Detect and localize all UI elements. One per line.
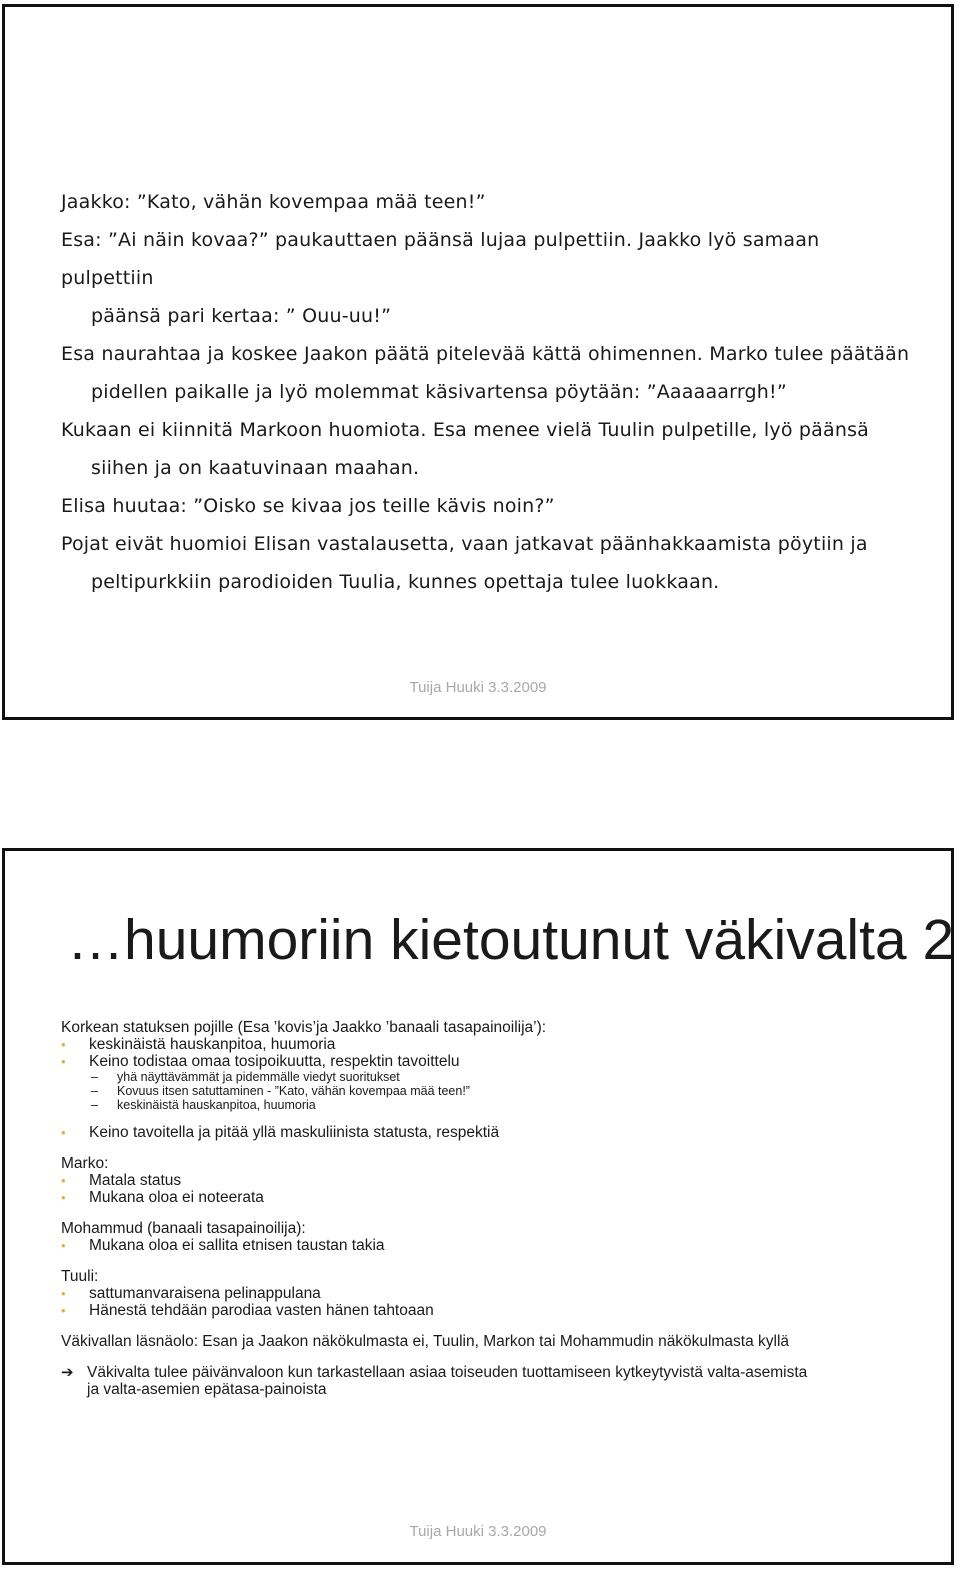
bullet-item: • sattumanvaraisena pelinappulana bbox=[61, 1285, 911, 1302]
line-text: Jaakko: ”Kato, vähän kovempaa mää teen!” bbox=[61, 191, 486, 213]
dialogue-line bbox=[61, 221, 911, 335]
conclusion-line: ja valta-asemien epätasa-painoista bbox=[87, 1381, 327, 1398]
dialogue-text bbox=[61, 183, 911, 601]
line-continuation: peltipurkkiin parodioiden Tuulia, kunnes opettaja tulee luokkaan. bbox=[91, 571, 720, 593]
line-continuation: pidellen paikalle ja lyö molemmat käsivartensa pöytään: ”Aaaaaarrgh!” bbox=[91, 381, 787, 403]
slide-body bbox=[61, 1019, 911, 1398]
line-text: Elisa huutaa: ”Oisko se kivaa jos teille kävis noin?” bbox=[61, 495, 555, 517]
dialogue-line bbox=[61, 487, 911, 525]
section-heading-mohammud: Mohammud (banaali tasapainoilija): bbox=[61, 1220, 306, 1237]
bullet-item: • Keino todistaa omaa tosipoikuutta, respektin tavoittelu bbox=[61, 1053, 911, 1070]
conclusion bbox=[61, 1364, 911, 1398]
dialogue-line bbox=[61, 411, 911, 487]
line-continuation: siihen ja on kaatuvinaan maahan. bbox=[91, 457, 420, 479]
dialogue-line bbox=[61, 525, 911, 601]
bullet-item: • Hänestä tehdään parodiaa vasten hänen tahtoaan bbox=[61, 1302, 911, 1319]
intro-text: Korkean statuksen pojille (Esa ’kovis’ja Jaakko ’banaali tasapainoilija’): bbox=[61, 1019, 547, 1036]
bullet-item: • keskinäistä hauskanpitoa, huumoria bbox=[61, 1036, 911, 1053]
sub-item: – Kovuus itsen satuttaminen - ”Kato, vähän kovempaa mää teen!” bbox=[61, 1084, 911, 1098]
line-text: Pojat eivät huomioi Elisan vastalausetta, vaan jatkavat päänhakkaamista pöytiin ja bbox=[61, 533, 868, 555]
section-heading-tuuli: Tuuli: bbox=[61, 1268, 99, 1285]
section-heading-marko: Marko: bbox=[61, 1155, 109, 1172]
slide-footer: Tuija Huuki 3.3.2009 bbox=[409, 1523, 547, 1540]
line-text: Esa: ”Ai näin kovaa?” paukauttaen päänsä lujaa pulpettiin. Jaakko lyö samaan pulpettiin bbox=[61, 229, 820, 289]
bullet-item: • Keino tavoitella ja pitää yllä maskuliinista statusta, respektiä bbox=[61, 1124, 911, 1141]
line-continuation: päänsä pari kertaa: ” Ouu-uu!” bbox=[91, 305, 392, 327]
presence-statement: Väkivallan läsnäolo: Esan ja Jaakon näkökulmasta ei, Tuulin, Markon tai Mohammudin näkökulmasta kyllä bbox=[61, 1333, 790, 1350]
bullet-item: • Mukana oloa ei noteerata bbox=[61, 1189, 911, 1206]
bullet-item: • Matala status bbox=[61, 1172, 911, 1189]
line-text: Kukaan ei kiinnitä Markoon huomiota. Esa menee vielä Tuulin pulpetille, lyö päänsä bbox=[61, 419, 870, 441]
arrow-right-icon: ➔ bbox=[61, 1363, 74, 1381]
slide-title: …huumoriin kietoutunut väkivalta 2 bbox=[67, 908, 955, 972]
conclusion-line: Väkivalta tulee päivänvaloon kun tarkastellaan asiaa toiseuden tuottamiseen kytkeytyvistä valta-asemista bbox=[87, 1364, 808, 1381]
dialogue-line bbox=[61, 335, 911, 411]
dialogue-line bbox=[61, 183, 911, 221]
slide-footer: Tuija Huuki 3.3.2009 bbox=[409, 679, 547, 696]
slide-1 bbox=[2, 4, 954, 720]
slide-2 bbox=[2, 848, 954, 1565]
sub-item: – yhä näyttävämmät ja pidemmälle viedyt suoritukset bbox=[61, 1070, 911, 1084]
line-text: Esa naurahtaa ja koskee Jaakon päätä pitelevää kättä ohimennen. Marko tulee päätään bbox=[61, 343, 910, 365]
sub-item: – keskinäistä hauskanpitoa, huumoria bbox=[61, 1098, 911, 1112]
bullet-item: • Mukana oloa ei sallita etnisen taustan takia bbox=[61, 1237, 911, 1254]
